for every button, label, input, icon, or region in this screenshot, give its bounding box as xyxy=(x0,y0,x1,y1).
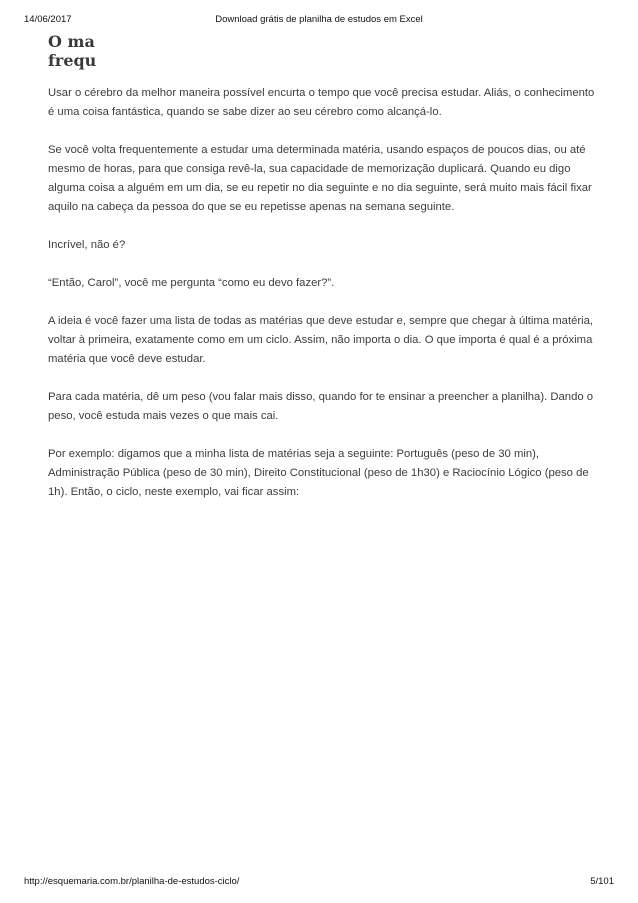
paragraph: Se você volta frequentemente a estudar uma determinada matéria, usando espaços de poucos dias, ou até mesmo de horas, para que consiga revê-la, sua capacidade de memorização duplicará. Quando eu digo alguma coisa a alguém em um dia, se eu repetir no dia seguinte e no dia seguinte, será muito mais fácil fixar aquilo na cabeça da pessoa do que se eu repetisse apenas na semana seguinte. xyxy=(48,144,592,213)
article-body xyxy=(48,84,596,521)
section-heading-line-1: O ma xyxy=(48,32,95,51)
paragraph: Usar o cérebro da melhor maneira possível encurta o tempo que você precisa estudar. Aliás, o conhecimento é uma coisa fantástica, quando se sabe dizer ao seu cérebro como alcançá-lo. xyxy=(48,87,595,118)
source-url-link[interactable]: http://esquemaria.com.br/planilha-de-estudos-ciclo/ xyxy=(24,876,240,887)
paragraph: Incrível, não é? xyxy=(48,239,126,251)
print-footer xyxy=(0,876,638,890)
print-header xyxy=(0,14,638,28)
print-date: 14/06/2017 xyxy=(24,14,72,25)
section-heading xyxy=(48,32,96,70)
print-page-title: Download grátis de planilha de estudos em Excel xyxy=(215,14,423,25)
paragraph: Por exemplo: digamos que a minha lista de matérias seja a seguinte: Português (peso de 30 min), Administração Pública (peso de 30 min), Direito Constitucional (peso de 1h30) e Raciocínio Lógico (peso de 1h). Então, o ciclo, neste exemplo, vai ficar assim: xyxy=(48,448,589,498)
section-heading-line-2: frequ xyxy=(48,51,96,70)
paragraph: Para cada matéria, dê um peso (vou falar mais disso, quando for te ensinar a preencher a planilha). Dando o peso, você estuda mais vezes o que mais cai. xyxy=(48,391,594,422)
section-heading-text xyxy=(48,32,96,70)
page-number: 5/101 xyxy=(590,876,614,887)
paragraph: “Então, Carol”, você me pergunta “como eu devo fazer?”. xyxy=(48,277,335,289)
paragraph: A ideia é você fazer uma lista de todas as matérias que deve estudar e, sempre que chegar à última matéria, voltar à primeira, exatamente como em um ciclo. Assim, não importa o dia. O que importa é qual é a próxima matéria que você deve estudar. xyxy=(48,315,594,365)
